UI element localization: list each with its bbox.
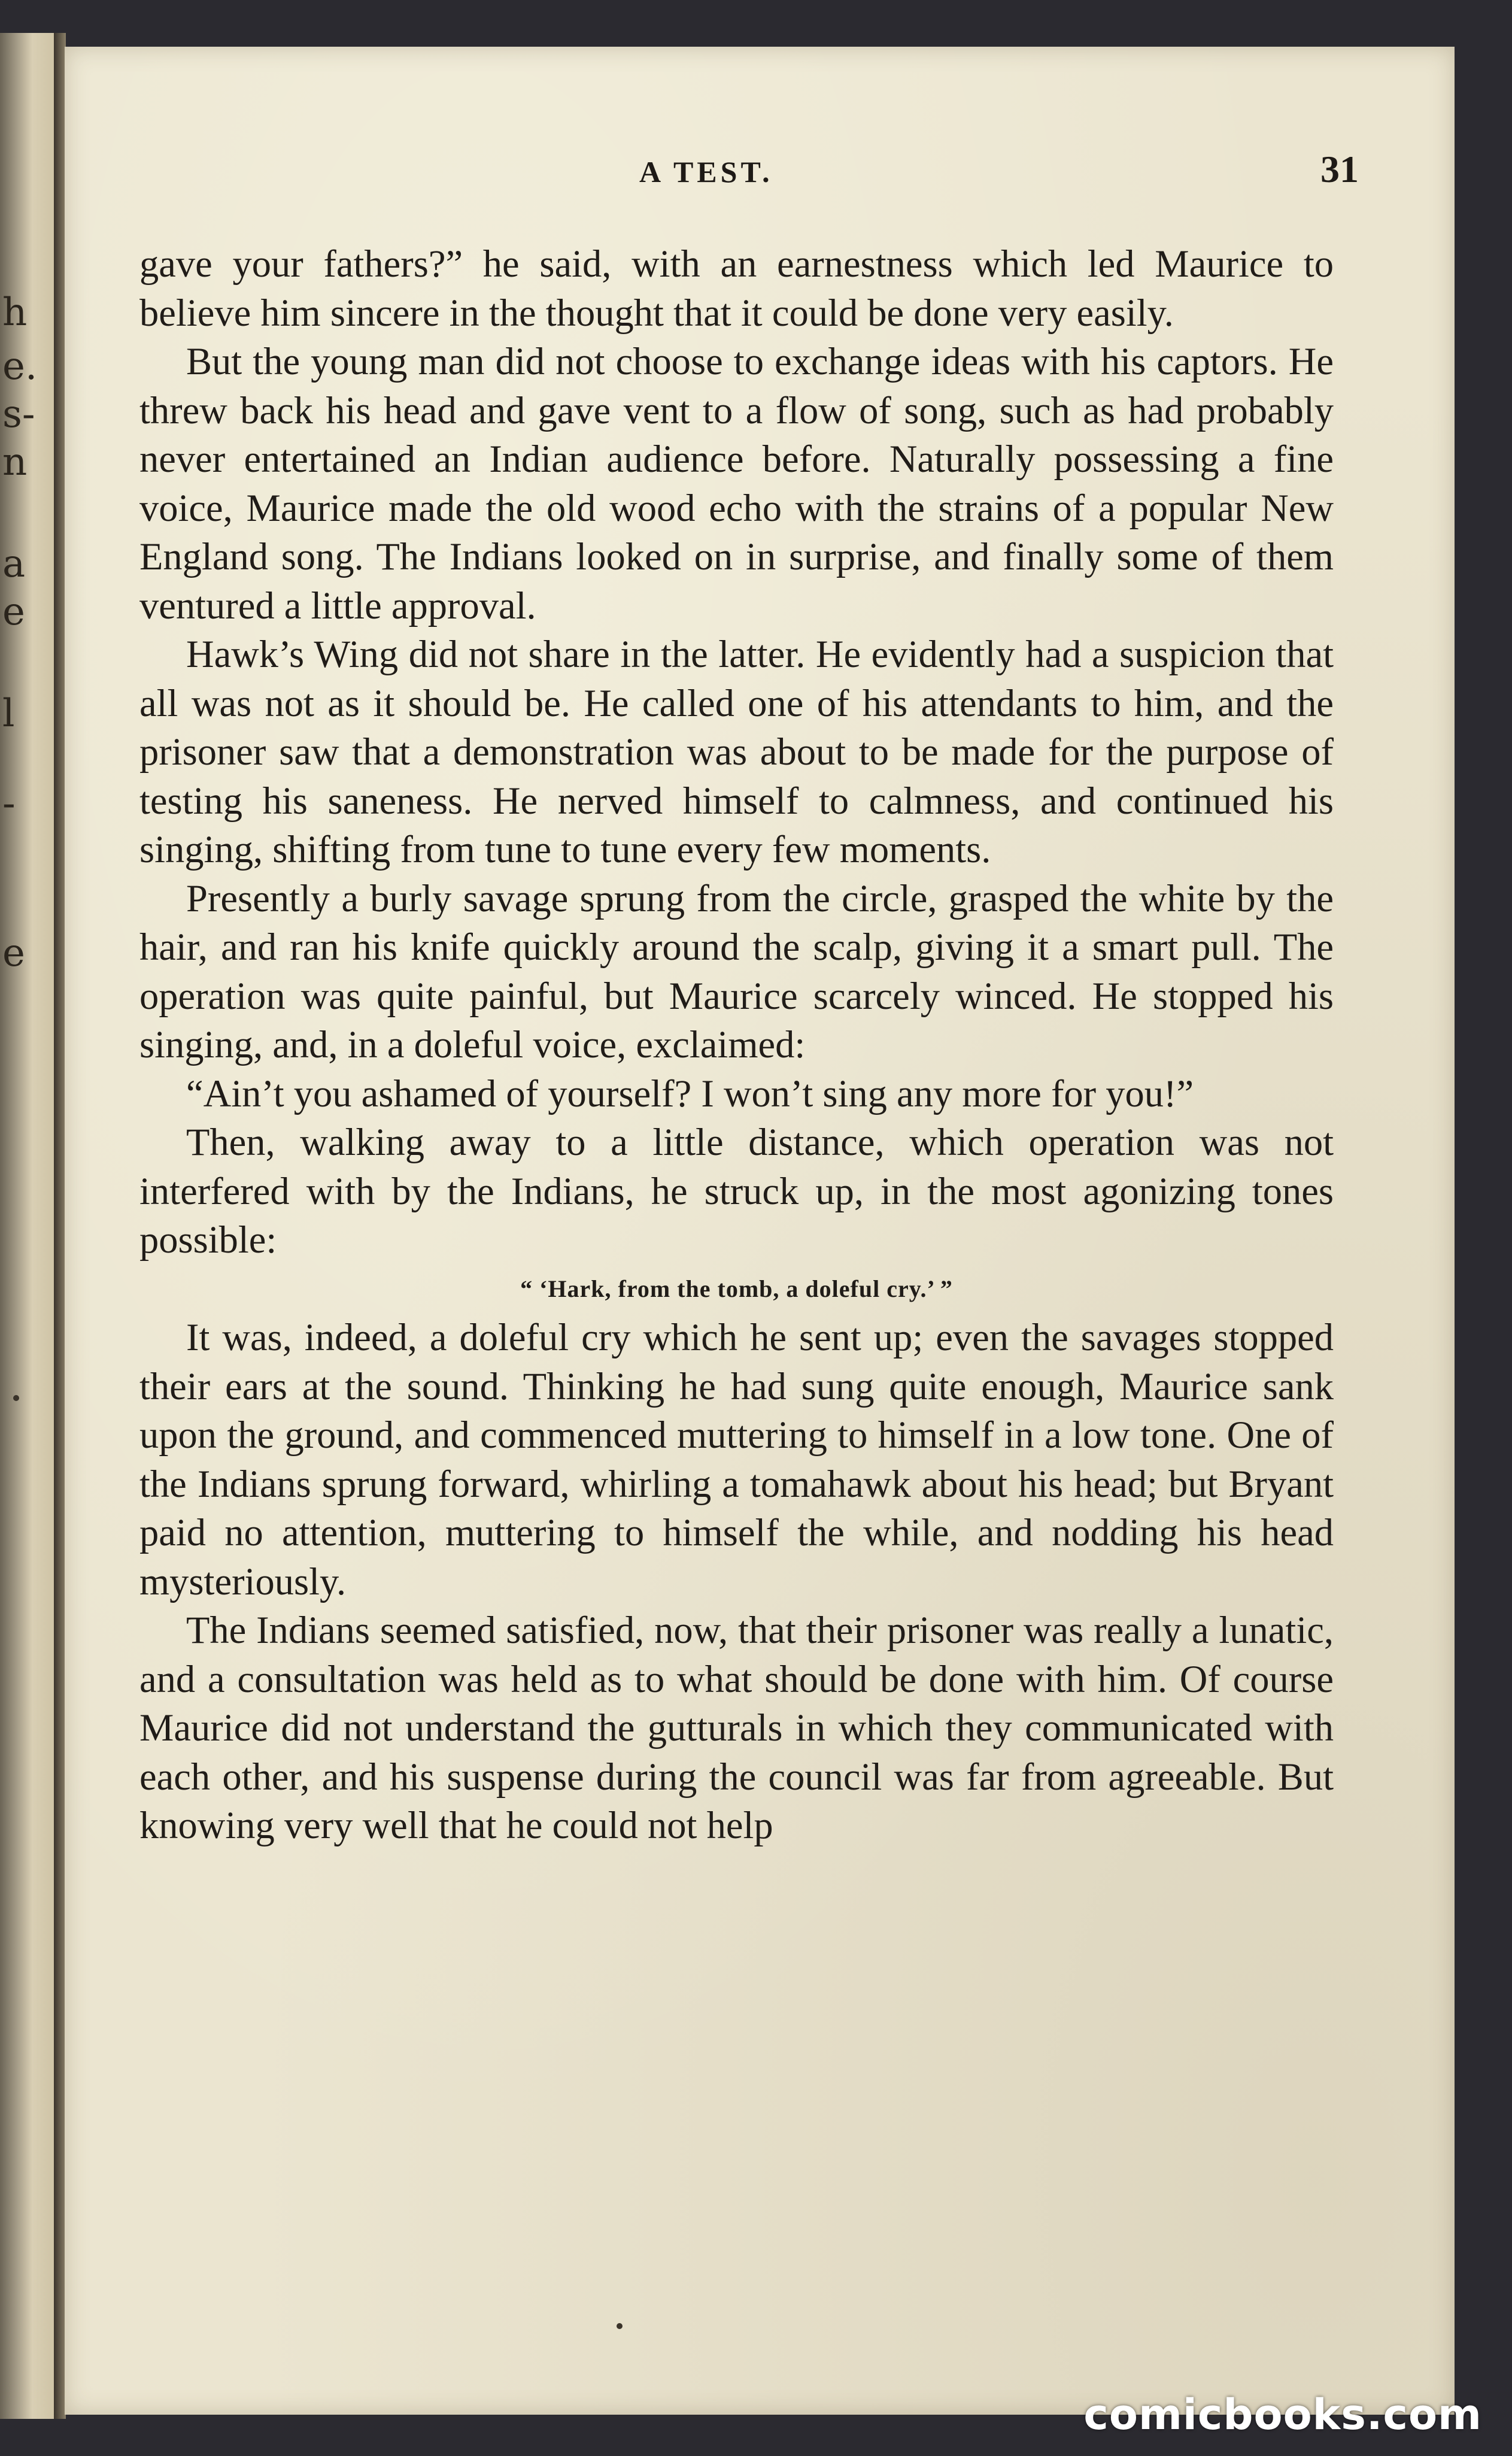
facing-page-fragment: h — [2, 290, 28, 335]
paragraph: Then, walking away to a little distance, which operation was not interfered with by the Indians, he struck up, in the most agonizing tones possible: — [139, 1121, 1334, 1261]
facing-page-fragment: s- — [2, 392, 35, 436]
facing-page-fragment: e — [2, 931, 25, 975]
watermark: comicbooks.com — [1083, 2390, 1482, 2439]
page-number: 31 — [1320, 148, 1359, 190]
paragraph: It was, indeed, a doleful cry which he sent up; even the savages stopped their ears at the sound. Thinking he had sung quite enough, Maurice sank upon the ground, and commenced muttering to himself in a low tone. One of the Indians sprung forward, whirling a tomahawk about his head; but Bryant paid no attention, muttering to himself the while, and nodding his head mysteriously. — [139, 1316, 1334, 1603]
ink-speck — [13, 1395, 19, 1401]
page-body — [139, 239, 1334, 1850]
page-header — [65, 148, 1455, 208]
paragraph: “Ain’t you ashamed of yourself? I won’t sing any more for you!” — [186, 1072, 1194, 1115]
paragraph: The Indians seemed satisfied, now, that their prisoner was really a lunatic, and a consultation was held as to what should be done with him. Of course Maurice did not understand the gutturals in which they communicated with each other, and his suspense during the council was far from agreeable. But knowing very well that he could not help — [139, 1609, 1334, 1846]
running-title: A TEST. — [639, 155, 773, 189]
book-gutter — [54, 33, 66, 2419]
ink-speck — [617, 2323, 623, 2329]
quoted-hymn-line: “ ‘Hark, from the tomb, a doleful cry.’ ” — [520, 1275, 953, 1302]
book-page — [65, 47, 1455, 2415]
facing-page-fragment: - — [2, 781, 16, 826]
paragraph: Hawk’s Wing did not share in the latter. He evidently had a suspicion that all was not as it should be. He called one of his attendants to him, and the prisoner saw that a demonstration was about to be made for the purpose of testing his saneness. He nerved himself to calmness, and continued his singing, shifting from tune to tune every few moments. — [139, 633, 1334, 871]
paragraph: Presently a burly savage sprung from the circle, grasped the white by the hair, and ran his knife quickly around the scalp, giving it a smart pull. The operation was quite painful, but Maurice scarcely winced. He stopped his singing, and, in a doleful voice, exclaimed: — [139, 877, 1334, 1066]
facing-page-fragment: n — [2, 440, 28, 484]
paragraph: But the young man did not choose to exchange ideas with his captors. He threw back his head and gave vent to a flow of song, such as had probably never entertained an Indian audience before. Naturally possessing a fine voice, Maurice made the old wood echo with the strains of a popular New England song. The Indians looked on in surprise, and finally some of them ventured a little approval. — [139, 340, 1334, 627]
facing-page-fragment: e. — [2, 344, 38, 389]
paragraph: gave your fathers?” he said, with an earnestness which led Maurice to believe him sincere in the thought that it could be done very easily. — [139, 242, 1334, 334]
facing-page-edge — [0, 33, 54, 2419]
facing-page-fragment: l — [2, 692, 15, 736]
facing-page-fragment: a — [2, 542, 26, 586]
facing-page-fragment: e — [2, 590, 25, 634]
